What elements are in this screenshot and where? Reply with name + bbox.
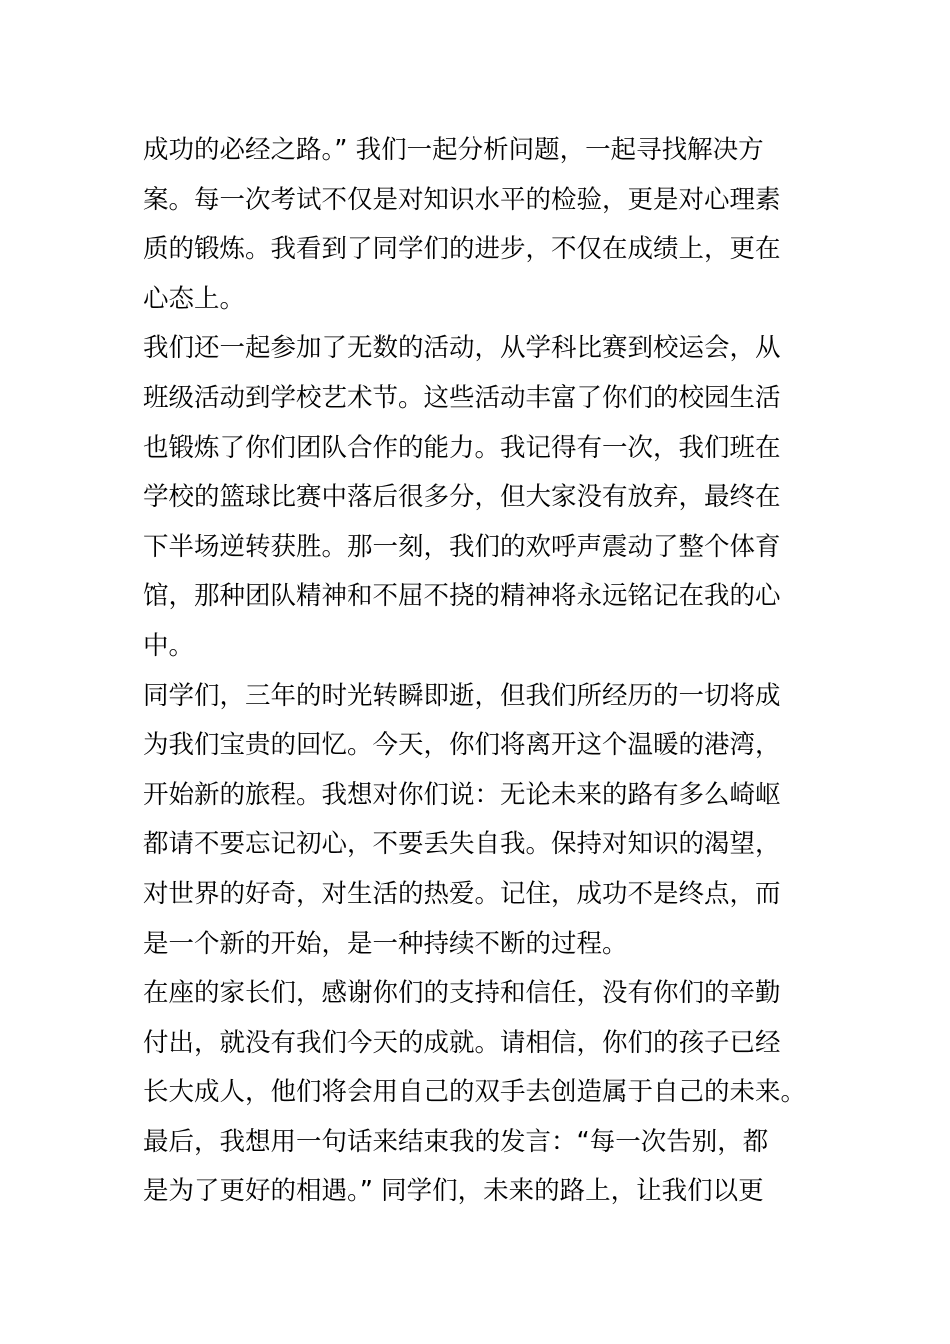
text-line: 案。每一次考试不仅是对知识水平的检验，更是对心理素: [143, 184, 781, 215]
text-line: 中。: [143, 630, 195, 661]
text-line: 都请不要忘记初心，不要丢失自我。保持对知识的渴望，: [143, 829, 781, 860]
text-line: 最后，我想用一句话来结束我的发言：“每一次告别，都: [143, 1126, 769, 1157]
text-line: 是一个新的开始，是一种持续不断的过程。: [143, 928, 628, 959]
text-line: 下半场逆转获胜。那一刻，我们的欢呼声震动了整个体育: [143, 531, 781, 562]
text-line: 对世界的好奇，对生活的热爱。记住，成功不是终点，而: [143, 878, 781, 909]
text-line: 馆，那种团队精神和不屈不挠的精神将永远铭记在我的心: [143, 581, 781, 612]
text-line: 成功的必经之路。” 我们一起分析问题，一起寻找解决方: [143, 135, 764, 165]
text-line: 我们还一起参加了无数的活动，从学科比赛到校运会，从: [143, 333, 781, 364]
text-line: 在座的家长们，感谢你们的支持和信任，没有你们的辛勤: [143, 978, 781, 1009]
text-line: 班级活动到学校艺术节。这些活动丰富了你们的校园生活: [143, 382, 781, 413]
text-line: 同学们，三年的时光转瞬即逝，但我们所经历的一切将成: [143, 680, 781, 711]
text-line: 质的锻炼。我看到了同学们的进步，不仅在成绩上，更在: [143, 234, 781, 265]
text-line: 为我们宝贵的回忆。今天，你们将离开这个温暖的港湾，: [143, 730, 781, 761]
text-line: 也锻炼了你们团队合作的能力。我记得有一次，我们班在: [143, 432, 781, 463]
text-line: 心态上。: [143, 283, 246, 314]
text-line: 付出，就没有我们今天的成就。请相信，你们的孩子已经: [143, 1027, 781, 1058]
text-line: 长大成人，他们将会用自己的双手去创造属于自己的未来。: [143, 1077, 807, 1108]
body-text: [143, 126, 813, 1217]
text-line: 是为了更好的相遇。” 同学们，未来的路上，让我们以更: [143, 1176, 764, 1207]
text-line: 开始新的旅程。我想对你们说：无论未来的路有多么崎岖: [143, 779, 781, 810]
text-line: 学校的篮球比赛中落后很多分，但大家没有放弃，最终在: [143, 482, 781, 513]
